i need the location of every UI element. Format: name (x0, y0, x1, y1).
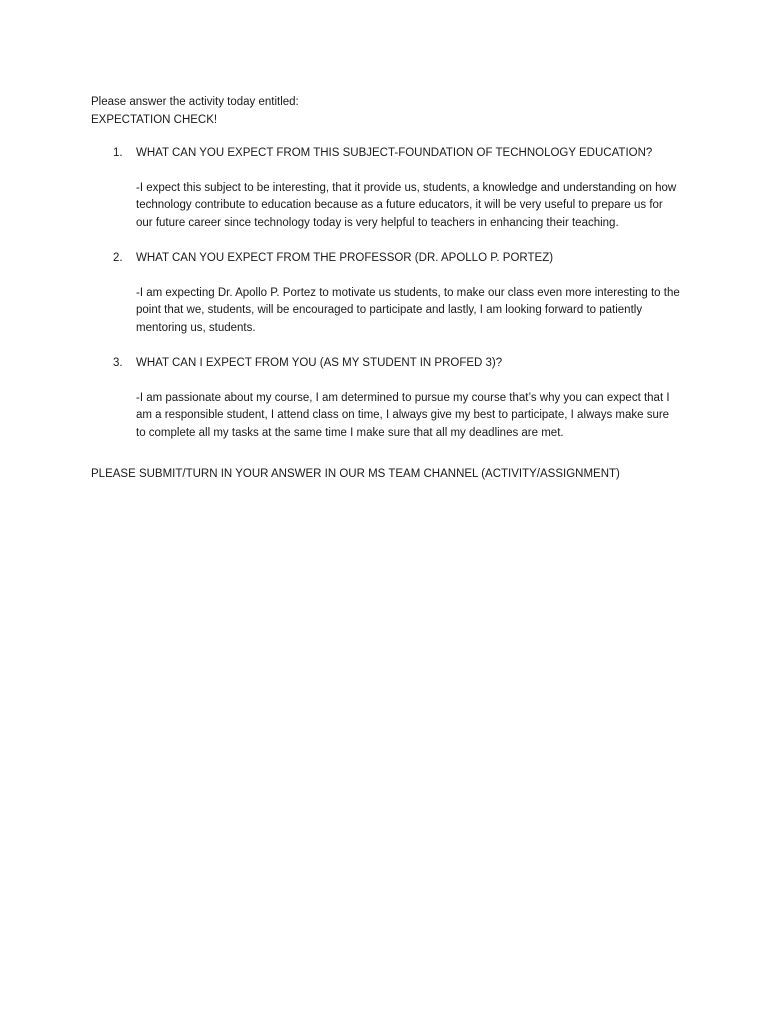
question-item-1 (91, 145, 691, 232)
question-number: 3. (113, 357, 123, 369)
answer-text: -I am passionate about my course, I am determined to pursue my course that’s why you can expect that I am a responsible student, I attend class on time, I always give my best to participate, I always make sure to complete all my tasks at the same time I make sure that all my deadlines are met. (136, 391, 670, 439)
question-list (91, 145, 691, 442)
activity-instruction: Please answer the activity today entitled: (91, 96, 299, 108)
question-label: WHAT CAN YOU EXPECT FROM THIS SUBJECT-FOUNDATION OF TECHNOLOGY EDUCATION? (136, 147, 653, 159)
submission-instruction: PLEASE SUBMIT/TURN IN YOUR ANSWER IN OUR MS TEAM CHANNEL (ACTIVITY/ASSIGNMENT) (91, 468, 620, 480)
question-text (91, 145, 691, 163)
answer-text: -I expect this subject to be interesting, that it provide us, students, a knowledge and understanding on how technology contribute to education because as a future educators, it will be very useful to prepare us for our future career since technology today is very helpful to teachers in enhancing their teaching. (136, 181, 677, 229)
question-item-3 (91, 355, 691, 442)
question-label: WHAT CAN I EXPECT FROM YOU (AS MY STUDENT IN PROFED 3)? (136, 357, 503, 369)
question-number: 1. (113, 147, 123, 159)
answer-text: -I am expecting Dr. Apollo P. Portez to motivate us students, to make our class even more interesting to the point that we, students, will be encouraged to participate and lastly, I am looking forward to patiently mentoring us, students. (136, 286, 680, 334)
question-item-2 (91, 250, 691, 337)
question-label: WHAT CAN YOU EXPECT FROM THE PROFESSOR (DR. APOLLO P. PORTEZ) (136, 252, 554, 264)
question-text (91, 250, 691, 268)
question-text (91, 355, 691, 373)
activity-title: EXPECTATION CHECK! (91, 113, 218, 126)
document-body (91, 94, 691, 484)
question-number: 2. (113, 252, 123, 264)
